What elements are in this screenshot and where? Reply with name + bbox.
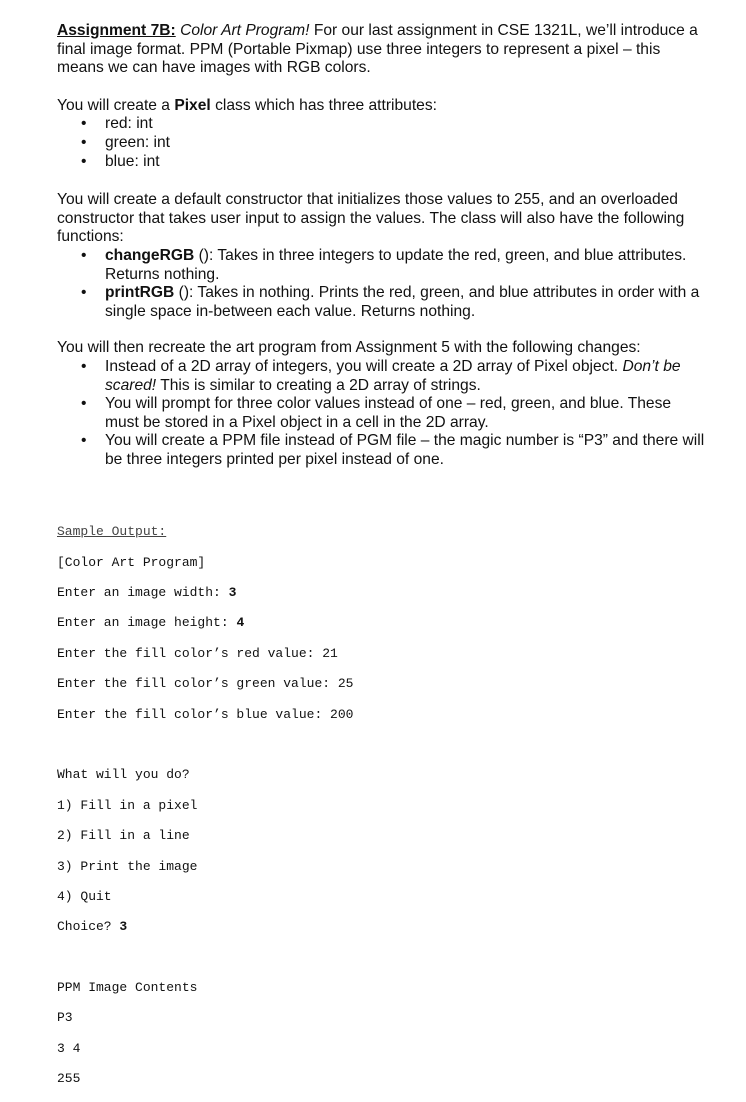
ppm-line: 3 4 xyxy=(57,1040,81,1056)
function-description: (): Takes in nothing. Prints the red, green, and blue attributes in order with a single space in-between each value. Returns nothing. xyxy=(105,284,700,320)
change-text: You will create a PPM file instead of PGM file – the magic number is “P3” and there will be three integers printed per pixel instead of one. xyxy=(105,432,705,468)
bullet-icon: • xyxy=(81,152,87,170)
function-name: changeRGB xyxy=(105,246,195,264)
assignment-label: Assignment 7B: xyxy=(57,22,176,39)
changes-list xyxy=(57,358,707,470)
height-prompt: Enter an image height: xyxy=(57,615,237,631)
intro-text: For our last assignment in CSE 1321L, we’ll introduce a final image format. PPM (Portable Pixmap) use three integers to represent a pixel – this means we can have images with RGB colors. xyxy=(57,22,698,77)
ppm-line: P3 xyxy=(57,1010,73,1026)
height-value: 4 xyxy=(236,615,245,631)
bullet-icon: • xyxy=(81,115,87,133)
green-line: Enter the fill color’s green value: 25 xyxy=(57,676,354,692)
list-item xyxy=(57,134,707,153)
program-header: [Color Art Program] xyxy=(57,554,206,570)
assignment-title: Color Art Program! xyxy=(180,22,310,39)
list-item xyxy=(57,432,707,469)
list-item xyxy=(57,395,707,432)
change-tail: This is similar to creating a 2D array of strings. xyxy=(160,376,481,394)
ppm-line: 255 xyxy=(57,1071,81,1087)
change-text: Instead of a 2D array of integers, you will create a 2D array of Pixel object. xyxy=(105,357,619,375)
bullet-icon: • xyxy=(81,284,87,302)
choice-prompt: Choice? xyxy=(57,919,120,935)
blue-line: Enter the fill color’s blue value: 200 xyxy=(57,706,354,722)
attribute-green: green: int xyxy=(105,133,171,151)
change-text: You will prompt for three color values instead of one – red, green, and blue. These must be stored in a Pixel object in a cell in the 2D array. xyxy=(105,395,672,431)
function-list xyxy=(57,247,707,321)
pixel-class-name: Pixel xyxy=(174,96,211,114)
list-item xyxy=(57,153,707,172)
attribute-red: red: int xyxy=(105,115,153,133)
bullet-icon: • xyxy=(81,395,87,413)
bullet-icon: • xyxy=(81,246,87,264)
intro-paragraph xyxy=(57,22,707,78)
width-prompt: Enter an image width: xyxy=(57,584,229,600)
changes-paragraph: You will then recreate the art program from Assignment 5 with the following changes: xyxy=(57,339,641,357)
assignment-document xyxy=(57,22,707,469)
list-item xyxy=(57,358,707,395)
list-item xyxy=(57,115,707,134)
height-line xyxy=(57,615,353,630)
menu-item: 2) Fill in a line xyxy=(57,828,190,844)
pixel-class-paragraph xyxy=(57,97,707,116)
ppm-header: PPM Image Contents xyxy=(57,980,198,996)
red-line: Enter the fill color’s red value: 21 xyxy=(57,645,338,661)
attribute-list xyxy=(57,115,707,171)
bullet-icon: • xyxy=(81,357,87,375)
function-description: (): Takes in three integers to update the red, green, and blue attributes. Returns nothing. xyxy=(105,246,687,283)
width-line xyxy=(57,585,353,600)
sample-output-block xyxy=(57,509,353,1102)
sample-output-title: Sample Output: xyxy=(57,524,167,540)
pixel-class-lead: You will create a xyxy=(57,96,170,114)
choice-line xyxy=(57,919,353,934)
constructors-paragraph: You will create a default constructor that initializes those values to 255, and an overloaded constructor that takes user input to assign the values. The class will also have the following functions: xyxy=(57,191,685,246)
menu-question: What will you do? xyxy=(57,767,190,783)
menu-item: 4) Quit xyxy=(57,888,112,904)
function-name: printRGB xyxy=(105,284,175,302)
menu-item: 3) Print the image xyxy=(57,858,198,874)
menu-item: 1) Fill in a pixel xyxy=(57,797,198,813)
bullet-icon: • xyxy=(81,133,87,151)
list-item xyxy=(57,284,707,321)
width-value: 3 xyxy=(228,584,237,600)
change-emphasis: Don’t be scared! xyxy=(105,357,681,394)
pixel-class-trail: class which has three attributes: xyxy=(215,96,437,114)
list-item xyxy=(57,247,707,284)
choice-value: 3 xyxy=(119,919,128,935)
bullet-icon: • xyxy=(81,432,87,450)
attribute-blue: blue: int xyxy=(105,152,160,170)
